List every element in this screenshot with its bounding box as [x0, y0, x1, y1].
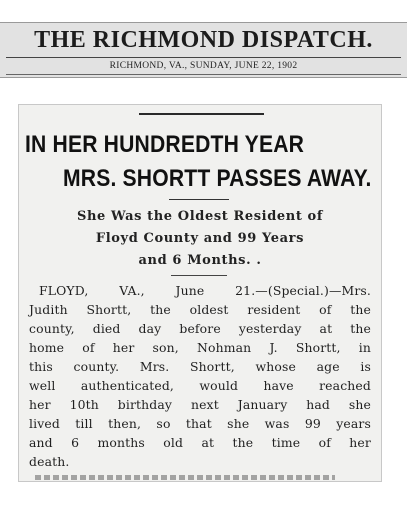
masthead-bottom-rule	[6, 74, 401, 75]
subhead-line-1: She Was the Oldest Resident of	[76, 209, 324, 224]
newspaper-title: THE RICHMOND DISPATCH.	[34, 27, 373, 53]
newspaper-masthead	[0, 22, 407, 78]
subhead-line-2: Floyd County and 99 Years	[95, 231, 305, 246]
subhead-line-3: and 6 Months. .	[138, 253, 262, 268]
body-line: and 6 months old at the time of her	[29, 435, 371, 450]
cutoff-text-fragment	[35, 475, 335, 480]
body-line: well authenticated, would have reached	[29, 378, 371, 393]
body-line: Judith Shortt, the oldest resident of the	[29, 302, 371, 317]
body-line: her 10th birthday next January had she	[29, 397, 371, 412]
body-line: lived till then, so that she was 99 years	[29, 416, 371, 431]
newspaper-dateline: RICHMOND, VA., SUNDAY, JUNE 22, 1902	[109, 61, 298, 71]
headline-divider	[169, 199, 229, 200]
subhead-divider	[171, 275, 227, 276]
masthead-rule	[6, 57, 401, 58]
headline-line-1: IN HER HUNDREDTH YEAR	[25, 131, 305, 158]
body-line: death.	[29, 454, 70, 469]
body-line: county, died day before yesterday at the	[29, 321, 371, 336]
headline-line-2: MRS. SHORTT PASSES AWAY.	[63, 165, 372, 192]
column-top-rule	[139, 113, 264, 115]
article-clipping	[18, 104, 382, 482]
body-line: FLOYD, VA., June 21.—(Special.)—Mrs.	[39, 283, 371, 298]
body-line: home of her son, Nohman J. Shortt, in	[29, 340, 371, 355]
body-line: this county. Mrs. Shortt, whose age is	[29, 359, 371, 374]
